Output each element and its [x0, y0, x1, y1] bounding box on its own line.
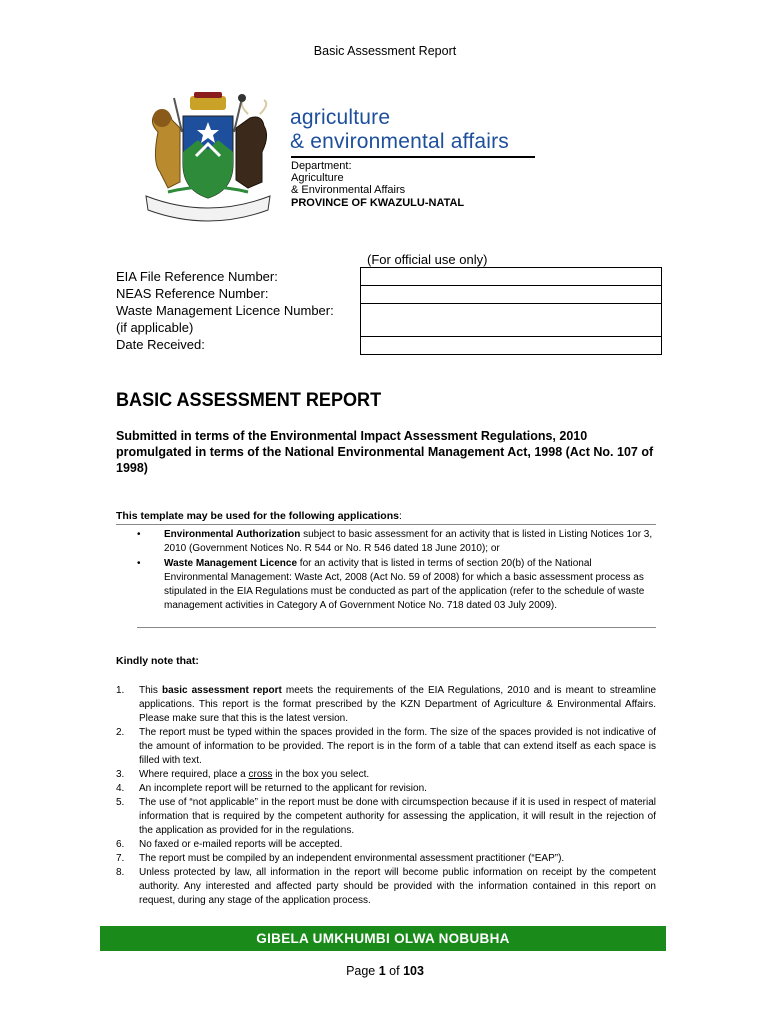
date-received-field[interactable] — [360, 336, 662, 355]
dept-line-agriculture: Agriculture — [291, 172, 344, 184]
note-number: 6. — [116, 839, 125, 850]
note-item — [116, 838, 656, 852]
eia-file-ref-label: EIA File Reference Number: — [116, 269, 278, 284]
note-number: 1. — [116, 685, 125, 696]
brand-line-agriculture: agriculture — [290, 106, 391, 129]
note-underline: cross — [248, 769, 273, 780]
note-text: The report must be compiled by an independent environmental assessment practitioner (“EAP”). — [139, 853, 565, 864]
date-received-label: Date Received: — [116, 337, 205, 352]
bullet-bold: Waste Management Licence — [164, 558, 298, 569]
note-text: The report must be typed within the spaces provided in the form. The size of the spaces provided is not indicative of the amount of information to be provided. The report is in the form of a table that can extend itself as each space is filled with text. — [139, 727, 656, 766]
note-text: An incomplete report will be returned to the applicant for revision. — [139, 783, 427, 794]
note-text-tail: meets the requirements of the EIA Regulations, 2010 and is meant to streamline applications. This report is the format prescribed by the KZN Department of Agriculture & Environmental Affairs. Please make sure that this is the latest version. — [139, 685, 657, 724]
page-header-title: Basic Assessment Report — [313, 44, 457, 58]
note-item — [116, 768, 656, 782]
bullet-dot-icon: • — [137, 529, 141, 540]
note-item — [116, 726, 656, 768]
note-item — [116, 796, 656, 838]
template-intro-bold: This template may be used for the following applications — [116, 510, 399, 522]
page-number — [0, 964, 770, 978]
footer-banner: GIBELA UMKHUMBI OLWA NOBUBHA — [100, 926, 666, 951]
note-item — [116, 852, 656, 866]
note-bold: basic assessment report — [161, 685, 282, 696]
note-number: 8. — [116, 867, 125, 878]
bullet-text: for an activity that is listed in terms of section 20(b) of the National Environmental Management: Waste Act, 2008 (Act No. 59 of 2008) for which a basic assessment process as stipulated in the EIA Regulations must be conducted as part of the application (refer to the schedule of waste management activities in Category A of Government Notice No. 718 dated 03 July 2009). — [164, 558, 645, 611]
note-text: This — [139, 685, 162, 696]
note-item — [116, 866, 656, 908]
if-applicable-label: (if applicable) — [116, 320, 194, 335]
note-number: 7. — [116, 853, 125, 864]
dept-province: PROVINCE OF KWAZULU-NATAL — [291, 197, 465, 209]
bullet-dot-icon: • — [137, 558, 141, 569]
note-text: No faxed or e-mailed reports will be accepted. — [139, 839, 343, 850]
page-current: 1 — [378, 964, 386, 978]
dept-line-env-affairs: & Environmental Affairs — [291, 184, 406, 196]
note-number: 2. — [116, 727, 125, 738]
brand-divider — [291, 156, 535, 158]
bullet-item — [137, 528, 657, 556]
note-number: 4. — [116, 783, 125, 794]
page-of: of — [385, 964, 404, 978]
note-text: The use of “not applicable” in the report must be done with circumspection because if it is used in respect of material information that is required by the competent authority for assessing the application, it will result in the rejection of the application as provided for in the regulations. — [139, 797, 656, 836]
kzn-coat-of-arms-logo — [138, 92, 278, 222]
brand-line-environmental-affairs: & environmental affairs — [290, 130, 509, 153]
note-text: Where required, place a — [139, 769, 249, 780]
bullet-bold: Environmental Authorization — [164, 529, 301, 540]
note-text-tail: in the box you select. — [272, 769, 370, 780]
neas-ref-field[interactable] — [360, 285, 662, 303]
note-text: Unless protected by law, all information in the report will become public information on receipt by the competent authority. Any interested and affected party should be provided with the information contained in this report on request, during any stage of the application process. — [139, 867, 656, 906]
report-subtitle: Submitted in terms of the Environmental Impact Assessment Regulations, 2010 promulgated in terms of the National Environmental Management Act, 1998 (Act No. 107 of 1998) — [116, 429, 654, 475]
notes-heading: Kindly note that: — [116, 655, 199, 667]
official-use-caption: (For official use only) — [367, 252, 488, 267]
bullet-text: subject to basic assessment for an activity that is listed in Listing Notices 1or 3, 2010 (Government Notices No. R 544 or No. R 546 dated 18 June 2010); or — [164, 529, 653, 554]
bullet-item — [137, 557, 657, 613]
template-bottom-rule — [137, 627, 656, 628]
note-number: 3. — [116, 769, 125, 780]
eia-file-ref-field[interactable] — [360, 267, 662, 285]
page-prefix: Page — [346, 964, 379, 978]
note-item — [116, 782, 656, 796]
note-item — [116, 684, 656, 726]
waste-licence-label: Waste Management Licence Number: — [116, 303, 334, 318]
template-top-rule — [116, 524, 656, 525]
neas-ref-label: NEAS Reference Number: — [116, 286, 269, 301]
page-total: 103 — [403, 964, 424, 978]
reference-labels — [116, 268, 334, 353]
template-intro-tail: : — [398, 510, 402, 522]
waste-licence-field[interactable] — [360, 303, 662, 336]
report-title: BASIC ASSESSMENT REPORT — [116, 390, 382, 411]
dept-line-department: Department: — [291, 160, 352, 172]
template-intro — [116, 510, 402, 522]
note-number: 5. — [116, 797, 125, 808]
